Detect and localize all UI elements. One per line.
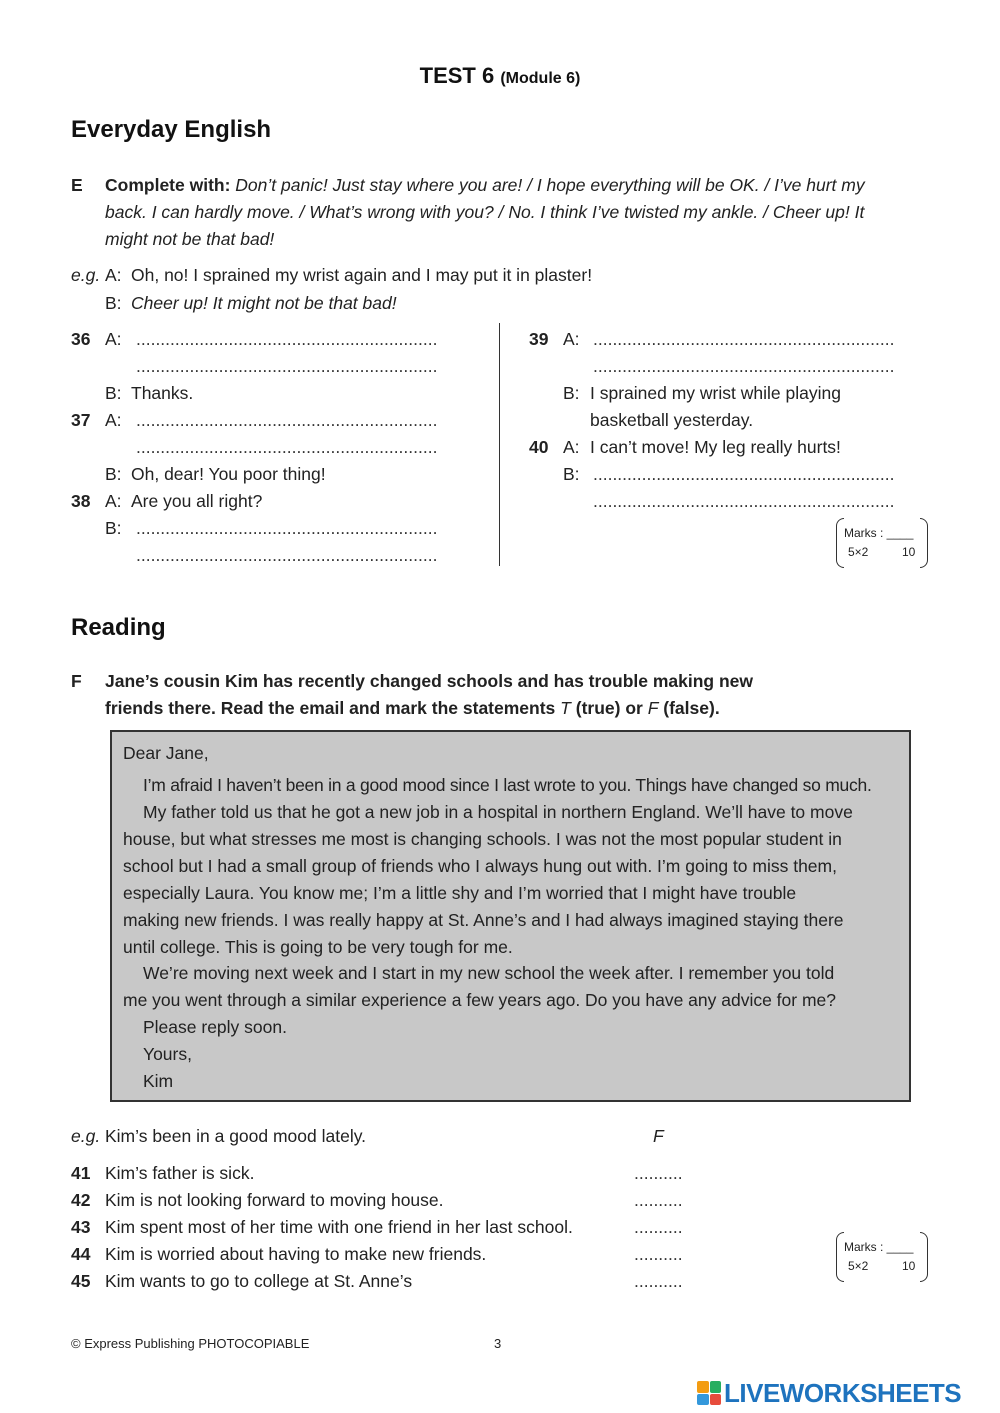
section-heading-everyday-english: Everyday English: [71, 116, 272, 143]
question-39-a-label: A:: [563, 329, 580, 349]
question-38-b-label: B:: [105, 518, 122, 538]
email-line-7: until college. This is going to be very tough for me.: [123, 937, 513, 957]
reading-example-answer: F: [653, 1126, 664, 1146]
instruction-2-text: friends there. Read the email and mark the statements: [105, 698, 556, 718]
marks-box-reading: [836, 1232, 928, 1282]
email-greeting: Dear Jane,: [123, 743, 209, 763]
footer-page-number: 3: [494, 1336, 502, 1351]
statement-41-number: 41: [71, 1163, 91, 1183]
statement-43-answer[interactable]: ..........: [634, 1217, 683, 1237]
question-40-a-label: A:: [563, 437, 580, 457]
marks-left-bracket: [836, 518, 844, 568]
marks-total: 10: [902, 545, 916, 559]
marks-right-bracket: [920, 518, 928, 568]
question-38-a-text: Are you all right?: [131, 491, 263, 511]
false-letter: F: [647, 698, 659, 718]
question-38-a-label: A:: [105, 491, 122, 511]
question-36-b-label: B:: [105, 383, 122, 403]
question-39-number: 39: [529, 329, 549, 349]
question-39-a-blank-1[interactable]: ..............................................................: [593, 329, 895, 349]
statement-45-number: 45: [71, 1271, 91, 1291]
question-39-a-blank-2[interactable]: ..............................................................: [593, 356, 895, 376]
marks-left-bracket: [836, 1232, 844, 1282]
column-divider: [499, 323, 500, 566]
question-38-b-blank-2[interactable]: ..............................................................: [136, 545, 438, 565]
email-line-11: Yours,: [143, 1044, 192, 1064]
question-40-b-label: B:: [563, 464, 580, 484]
instruction-options-3: might not be that bad!: [105, 229, 275, 249]
test-title-module: (Module 6): [500, 70, 581, 87]
liveworksheets-icon: [697, 1381, 721, 1405]
false-label: (false).: [663, 698, 720, 718]
exercise-e-instruction-line1: [105, 175, 865, 196]
question-36-a-blank-1[interactable]: ..............................................................: [136, 329, 438, 349]
question-38-b-blank-1[interactable]: ..............................................................: [136, 518, 438, 538]
question-39-b-label: B:: [563, 383, 580, 403]
question-38-number: 38: [71, 491, 91, 511]
question-37-a-label: A:: [105, 410, 122, 430]
question-37-b-text: Oh, dear! You poor thing!: [131, 464, 326, 484]
instruction-options-1: Don’t panic! Just stay where you are! / I hope everything will be OK. / I’ve hurt my: [235, 175, 865, 195]
example-b-text: Cheer up! It might not be that bad!: [131, 293, 397, 313]
email-line-4: school but I had a small group of friends who I always hung out with. I’m going to miss them,: [123, 856, 837, 876]
reading-example-text: Kim’s been in a good mood lately.: [105, 1126, 367, 1146]
instruction-bold: Complete with:: [105, 175, 231, 195]
exercise-letter-f: F: [71, 671, 82, 691]
question-37-a-blank-2[interactable]: ..............................................................: [136, 437, 438, 457]
question-40-number: 40: [529, 437, 549, 457]
example-a-text: Oh, no! I sprained my wrist again and I may put it in plaster!: [131, 265, 593, 285]
instruction-options-2: back. I can hardly move. / What’s wrong with you? / No. I think I’ve twisted my ankle. / Cheer up! It: [105, 202, 865, 222]
example-b-label: B:: [105, 293, 122, 313]
question-36-a-label: A:: [105, 329, 122, 349]
reading-example-label: e.g.: [71, 1126, 101, 1146]
question-39-b-text-2: basketball yesterday.: [590, 410, 754, 430]
statement-41-text: Kim’s father is sick.: [105, 1163, 255, 1183]
question-36-b-text: Thanks.: [131, 383, 194, 403]
section-heading-reading: Reading: [71, 614, 166, 641]
statement-44-text: Kim is worried about having to make new friends.: [105, 1244, 487, 1264]
exercise-f-instruction-1: Jane’s cousin Kim has recently changed schools and has trouble making new: [105, 671, 754, 691]
marks-box-everyday: [836, 518, 928, 568]
statement-44-number: 44: [71, 1244, 91, 1264]
marks-calc: 5×2: [848, 1259, 869, 1273]
statement-43-text: Kim spent most of her time with one friend in her last school.: [105, 1217, 573, 1237]
email-line-6: making new friends. I was really happy at St. Anne’s and I had always imagined staying there: [123, 910, 844, 930]
marks-label: Marks : ____: [844, 526, 914, 540]
question-36-a-blank-2[interactable]: ..............................................................: [136, 356, 438, 376]
footer-copyright: © Express Publishing PHOTOCOPIABLE: [71, 1336, 310, 1351]
true-label: (true) or: [575, 698, 643, 718]
marks-calc: 5×2: [848, 545, 869, 559]
statement-42-text: Kim is not looking forward to moving house.: [105, 1190, 444, 1210]
liveworksheets-logo[interactable]: [697, 1378, 961, 1408]
question-36-number: 36: [71, 329, 91, 349]
marks-right-bracket: [920, 1232, 928, 1282]
marks-total: 10: [902, 1259, 916, 1273]
true-letter: T: [560, 698, 571, 718]
question-40-b-blank-1[interactable]: ..............................................................: [593, 464, 895, 484]
marks-label: Marks : ____: [844, 1240, 914, 1254]
example-a-label: A:: [105, 265, 122, 285]
question-37-b-label: B:: [105, 464, 122, 484]
statement-45-text: Kim wants to go to college at St. Anne’s: [105, 1271, 413, 1291]
statement-42-number: 42: [71, 1190, 91, 1210]
statement-44-answer[interactable]: ..........: [634, 1244, 683, 1264]
example-label: e.g.: [71, 265, 101, 285]
email-line-5: especially Laura. You know me; I’m a little shy and I’m worried that I might have trouble: [123, 883, 797, 903]
question-39-b-text-1: I sprained my wrist while playing: [590, 383, 841, 403]
test-title: [0, 63, 1000, 89]
statement-42-answer[interactable]: ..........: [634, 1190, 683, 1210]
email-line-1: I’m afraid I haven’t been in a good mood since I last wrote to you. Things have changed so much.: [143, 775, 872, 795]
exercise-letter-e: E: [71, 175, 83, 195]
question-37-a-blank-1[interactable]: ..............................................................: [136, 410, 438, 430]
question-37-number: 37: [71, 410, 91, 430]
question-40-a-text: I can’t move! My leg really hurts!: [590, 437, 841, 457]
email-line-2: My father told us that he got a new job in a hospital in northern England. We’ll have to move: [143, 802, 853, 822]
statement-41-answer[interactable]: ..........: [634, 1163, 683, 1183]
statement-45-answer[interactable]: ..........: [634, 1271, 683, 1291]
email-signature: Kim: [143, 1071, 174, 1091]
email-line-9: me you went through a similar experience a few years ago. Do you have any advice for me?: [123, 990, 837, 1010]
liveworksheets-wordmark: LIVEWORKSHEETS: [724, 1377, 962, 1408]
question-40-b-blank-2[interactable]: ..............................................................: [593, 491, 895, 511]
email-line-10: Please reply soon.: [143, 1017, 287, 1037]
exercise-f-instruction-2: [105, 698, 720, 719]
test-title-main: TEST 6: [419, 63, 495, 88]
email-line-3: house, but what stresses me most is changing schools. I was not the most popular student in: [123, 829, 842, 849]
statement-43-number: 43: [71, 1217, 91, 1237]
email-line-8: We’re moving next week and I start in my new school the week after. I remember you told: [143, 963, 835, 983]
